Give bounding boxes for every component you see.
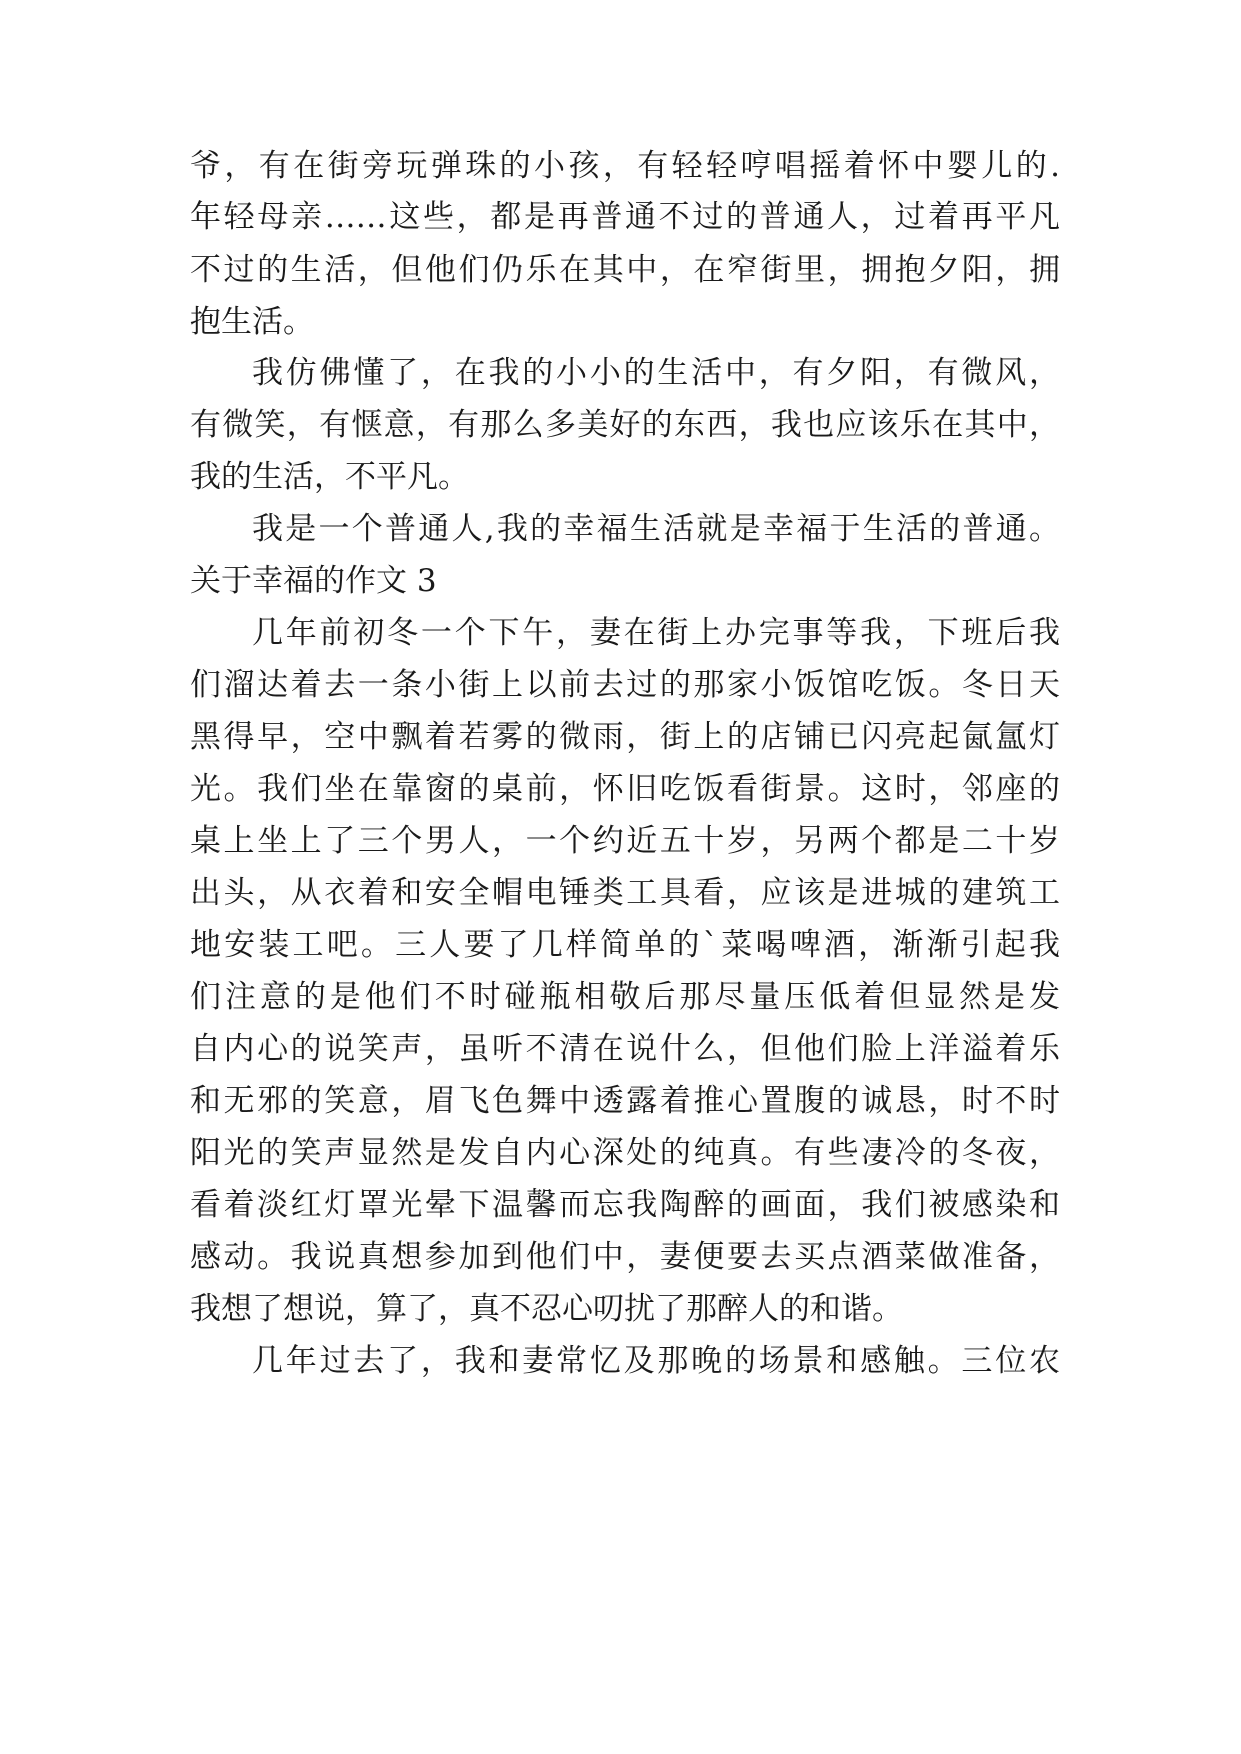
text-line: 黑得早，空中飘着若雾的微雨，街上的店铺已闪亮起氤氲灯 [190,719,1060,755]
text-line: 不过的生活，但他们仍乐在其中，在窄街里，拥抱夕阳，拥 [190,252,1060,288]
text-line: 有微笑，有惬意，有那么多美好的东西，我也应该乐在其中， [190,407,1060,443]
paragraph-first-line: 我仿佛懂了，在我的小小的生活中，有夕阳，有微风， [252,355,1060,391]
text-line: 桌上坐上了三个男人，一个约近五十岁，另两个都是二十岁 [190,823,1060,859]
text-line: 看着淡红灯罩光晕下温馨而忘我陶醉的画面，我们被感染和 [190,1187,1060,1223]
text-line: 年轻母亲……这些，都是再普通不过的普通人，过着再平凡 [190,199,1060,235]
text-line: 抱生活。 [190,304,314,340]
paragraph-first-line: 几年过去了，我和妻常忆及那晚的场景和感触。三位农 [252,1343,1060,1379]
text-line: 感动。我说真想参加到他们中，妻便要去买点酒菜做准备， [190,1239,1060,1275]
text-line: 们注意的是他们不时碰瓶相敬后那尽量压低着但显然是发 [190,979,1060,1015]
text-line: 光。我们坐在靠窗的桌前，怀旧吃饭看街景。这时，邻座的 [190,771,1060,807]
paragraph-first-line: 几年前初冬一个下午，妻在街上办完事等我，下班后我 [252,615,1060,651]
text-line: 们溜达着去一条小街上以前去过的那家小饭馆吃饭。冬日天 [190,667,1060,703]
text-line: 我想了想说，算了，真不忍心叨扰了那醉人的和谐。 [190,1291,903,1327]
paragraph-first-line: 我是一个普通人,我的幸福生活就是幸福于生活的普通。 [252,511,1060,547]
text-line: 和无邪的笑意，眉飞色舞中透露着推心置腹的诚恳，时不时 [190,1083,1060,1119]
text-line: 自内心的说笑声，虽听不清在说什么，但他们脸上洋溢着乐 [190,1031,1060,1067]
section-heading: 关于幸福的作文 3 [190,563,437,599]
text-line: 地安装工吧。三人要了几样简单的`菜喝啤酒，渐渐引起我 [190,927,1060,963]
text-line: 出头，从衣着和安全帽电锤类工具看，应该是进城的建筑工 [190,875,1060,911]
text-line: 我的生活，不平凡。 [190,459,469,495]
text-line: 阳光的笑声显然是发自内心深处的纯真。有些凄冷的冬夜， [190,1135,1060,1171]
text-line: 爷，有在街旁玩弹珠的小孩，有轻轻哼唱摇着怀中婴儿的. [190,148,1060,184]
